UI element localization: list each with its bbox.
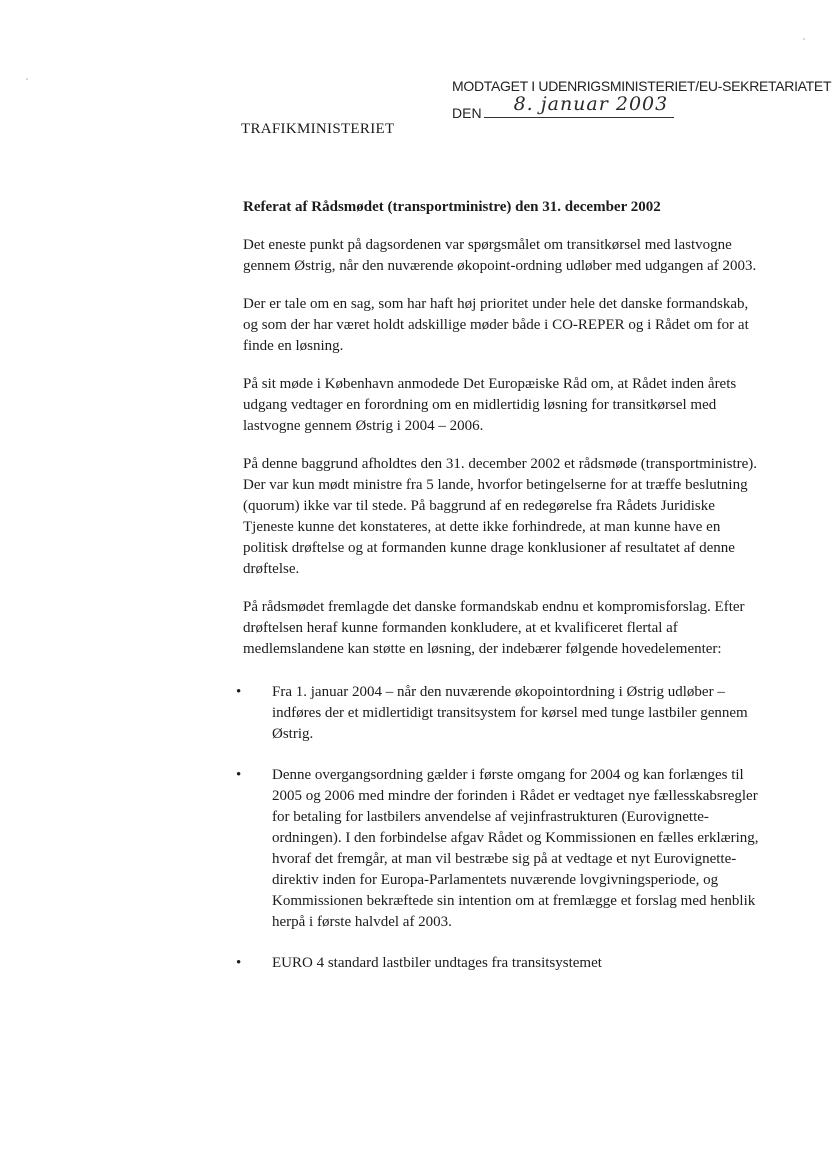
bullet-icon: • <box>236 684 242 700</box>
bullet-list <box>236 682 763 974</box>
ministry-header: TRAFIKMINISTERIET <box>241 121 395 137</box>
paragraph: På rådsmødet fremlagde det danske formandskab endnu et kompromisforslag. Efter drøftelsen heraf kunne formanden konkludere, at et kvalificeret flertal af medlemslandene kan støtte en løsning, der indebærer følgende hovedelementer: <box>243 599 745 657</box>
paragraph: Det eneste punkt på dagsordenen var spørgsmålet om transitkørsel med lastvogne gennem Østrig, når den nuværende økopoint-ordning udløber med udgangen af 2003. <box>243 237 757 274</box>
bullet-icon: • <box>236 955 242 971</box>
bullet-text: Fra 1. januar 2004 – når den nuværende økopointordning i Østrig udløber – indføres der et midlertidigt transitsystem for kørsel med tunge lastbiler gennem Østrig. <box>272 684 748 742</box>
stamp-date-line <box>452 93 674 121</box>
paragraph: På sit møde i København anmodede Det Europæiske Råd om, at Rådet inden årets udgang vedtager en forordning om en midlertidig løsning for transitkørsel med lastvogne gennem Østrig i 2004 – 2006. <box>243 376 737 434</box>
received-stamp <box>452 78 831 94</box>
handwritten-date: 8. januar 2003 <box>513 93 669 115</box>
list-item <box>236 765 763 933</box>
scan-speck <box>803 38 805 40</box>
stamp-den-label: DEN <box>452 105 482 121</box>
bullet-icon: • <box>236 767 242 783</box>
list-item <box>236 953 763 974</box>
document-body <box>236 197 763 994</box>
list-item <box>236 682 763 745</box>
scan-speck <box>26 78 28 80</box>
stamp-date-field <box>484 93 674 118</box>
bullet-text: Denne overgangsordning gælder i første omgang for 2004 og kan forlænges til 2005 og 2006 med mindre der forinden i Rådet er vedtaget nye fællesskabsregler for betaling for lastbilers anvendelse af vejinfrastrukturen (Eurovignette-ordningen). I den forbindelse afgav Rådet og Kommissionen en fælles erklæring, hvoraf det fremgår, at man vil bestræbe sig på at vedtage et nyt Eurovignette-direktiv inden for Europa-Parlamentets nuværende lovgivningsperiode, og Kommissionen bekræftede sin intention om at fremlægge et forslag med henblik herpå i første halvdel af 2003. <box>272 767 759 930</box>
document-title: Referat af Rådsmødet (transportministre) den 31. december 2002 <box>243 199 661 215</box>
paragraph: Der er tale om en sag, som har haft høj prioritet under hele det danske formandskab, og som der har været holdt adskillige møder både i CO-REPER og i Rådet om for at finde en løsning. <box>243 296 749 354</box>
paragraph: På denne baggrund afholdtes den 31. december 2002 et rådsmøde (transportministre). Der var kun mødt ministre fra 5 lande, hvorfor betingelserne for at træffe beslutning (quorum) ikke var til stede. På baggrund af en redegørelse fra Rådets Juridiske Tjeneste kunne det konstateres, at dette ikke forhindrede, at man kunne have en politisk drøftelse og at formanden kunne drage konklusioner af resultatet af denne drøftelse. <box>243 456 758 577</box>
bullet-text: EURO 4 standard lastbiler undtages fra transitsystemet <box>272 955 602 971</box>
stamp-text: MODTAGET I UDENRIGSMINISTERIET/EU-SEKRETARIATET <box>452 78 832 94</box>
